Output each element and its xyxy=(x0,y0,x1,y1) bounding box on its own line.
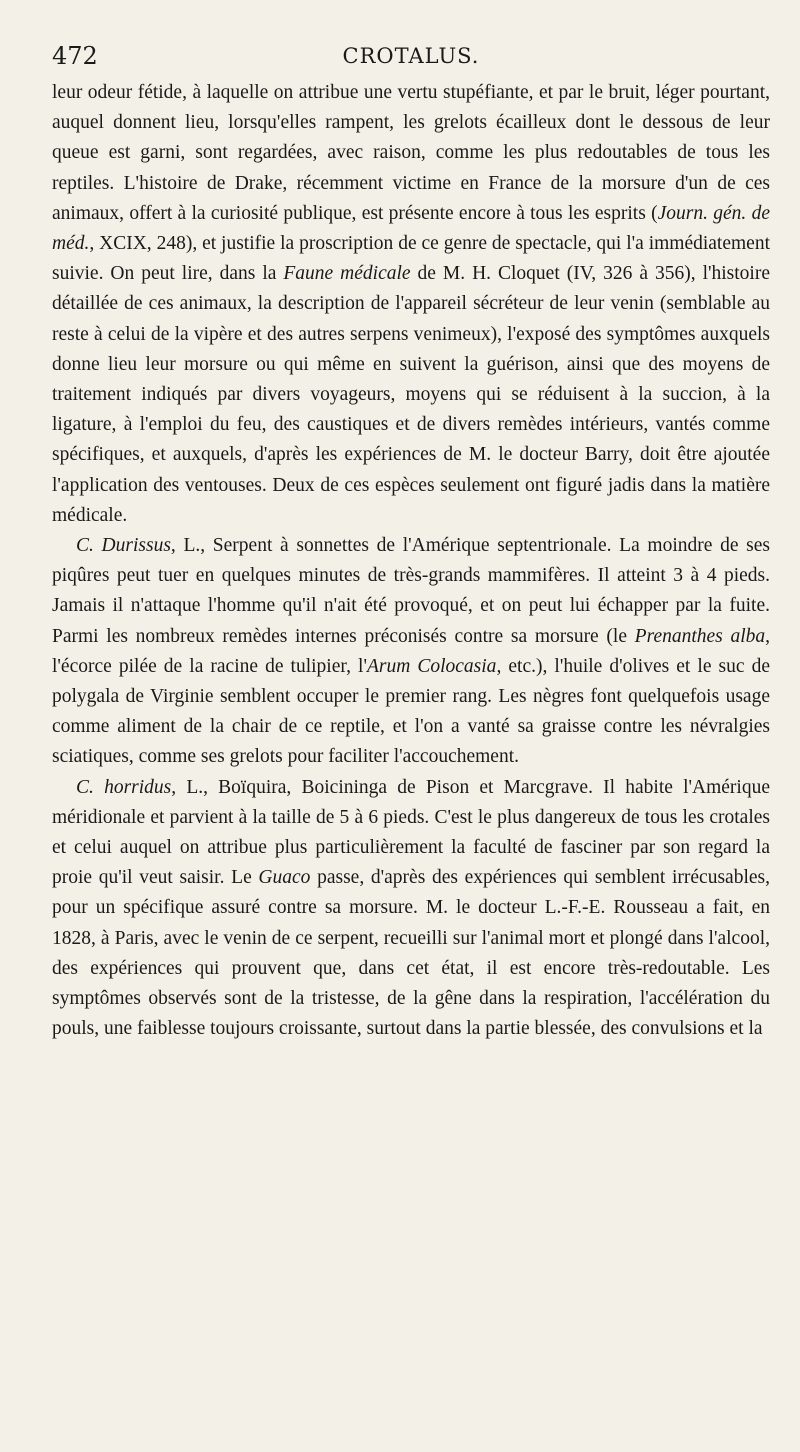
paragraph xyxy=(52,531,770,773)
italic-term: Arum Colocasia xyxy=(366,655,497,677)
text-segment: , L., Serpent à sonnettes de l'Amérique septentrionale. La moindre de ses piqûres peut tuer en quelques minutes de très-grands mammifères. Il atteint 3 à 4 pieds. Jamais il n'attaque l'homme qu'il n'ait été provoqué, et on peut lui échapper par la fuite. Parmi les nombreux remèdes internes préconisés contre sa morsure (le xyxy=(52,535,770,647)
italic-term: Faune médicale xyxy=(283,263,411,285)
paragraph xyxy=(52,773,770,1045)
text-segment: de M. H. Cloquet (IV, 326 à 356), l'histoire détaillée de ces animaux, la description de l'appareil sécréteur de leur venin (semblable au reste à celui de la vipère et des autres serpens venimeux), l'exposé des symptômes auxquels donne lieu leur morsure ou qui même en suivent la guérison, ainsi que des moyens de traitement indiqués par divers voyageurs, moyens qui se réduisent à la succion, à la ligature, à l'emploi du feu, des caustiques et de divers remèdes intérieurs, vantés comme spécifiques, et auxquels, d'après les expériences de M. le docteur Barry, doit être ajoutée l'application des ventouses. Deux de ces espèces seulement ont figuré jadis dans la matière médicale. xyxy=(52,263,770,526)
italic-term: Journ. gén. de méd. xyxy=(52,202,770,255)
paragraph xyxy=(52,78,770,531)
italic-term: Guaco xyxy=(258,867,311,889)
italic-term: C. Durissus xyxy=(76,535,171,557)
italic-term: Prenanthes alba xyxy=(634,625,766,647)
text-segment: , XCIX, 248), et justifie la proscription de ce genre de spectacle, qui l'a immédiatement suivie. On peut lire, dans la xyxy=(52,233,770,285)
text-segment: leur odeur fétide, à laquelle on attribue une vertu stupéfiante, et par le bruit, léger pourtant, auquel donnent lieu, lorsqu'elles rampent, les grelots écailleux dont le dessous de leur queue est garni, sont regardées, avec raison, comme les plus redoutables de tous les reptiles. L'histoire de Drake, récemment victime en France de la morsure d'un de ces animaux, offert à la curiosité publique, est présente encore à tous les esprits ( xyxy=(52,82,770,224)
page-number: 472 xyxy=(52,42,98,70)
running-title: CROTALUS. xyxy=(342,44,480,68)
text-segment: passe, d'après des expériences qui semblent irrécusables, pour un spécifique assuré contre sa morsure. M. le docteur L.-F.-E. Rousseau a fait, en 1828, à Paris, avec le venin de ce serpent, recueilli sur l'animal mort et plongé dans l'alcool, des expériences qui prouvent que, dans cet état, il est encore très-redoutable. Les symptômes observés sont de la tristesse, de la gêne dans la respiration, l'accélération du pouls, une faiblesse toujours croissante, surtout dans la partie blessée, des convulsions et la xyxy=(52,867,770,1040)
text-segment: , L., Boïquira, Boicininga de Pison et Marcgrave. Il habite l'Amérique méridionale et parvient à la taille de 5 à 6 pieds. C'est le plus dangereux de tous les crotales et celui auquel on attribue plus particulièrement la faculté de fasciner par son regard la proie qu'il veut saisir. Le xyxy=(52,776,770,889)
text-segment: , l'écorce pilée de la racine de tulipier, l' xyxy=(52,625,771,677)
body-text xyxy=(52,78,770,1045)
text-segment: , etc.), l'huile d'olives et le suc de polygala de Virginie semblent occuper le premier rang. Les nègres font quelquefois usage comme aliment de la chair de ce reptile, et l'on a vanté sa graisse contre les névralgies sciatiques, comme ses grelots pour faciliter l'accouchement. xyxy=(52,655,771,768)
italic-term: C. horridus xyxy=(76,776,172,798)
page-header xyxy=(52,38,770,74)
